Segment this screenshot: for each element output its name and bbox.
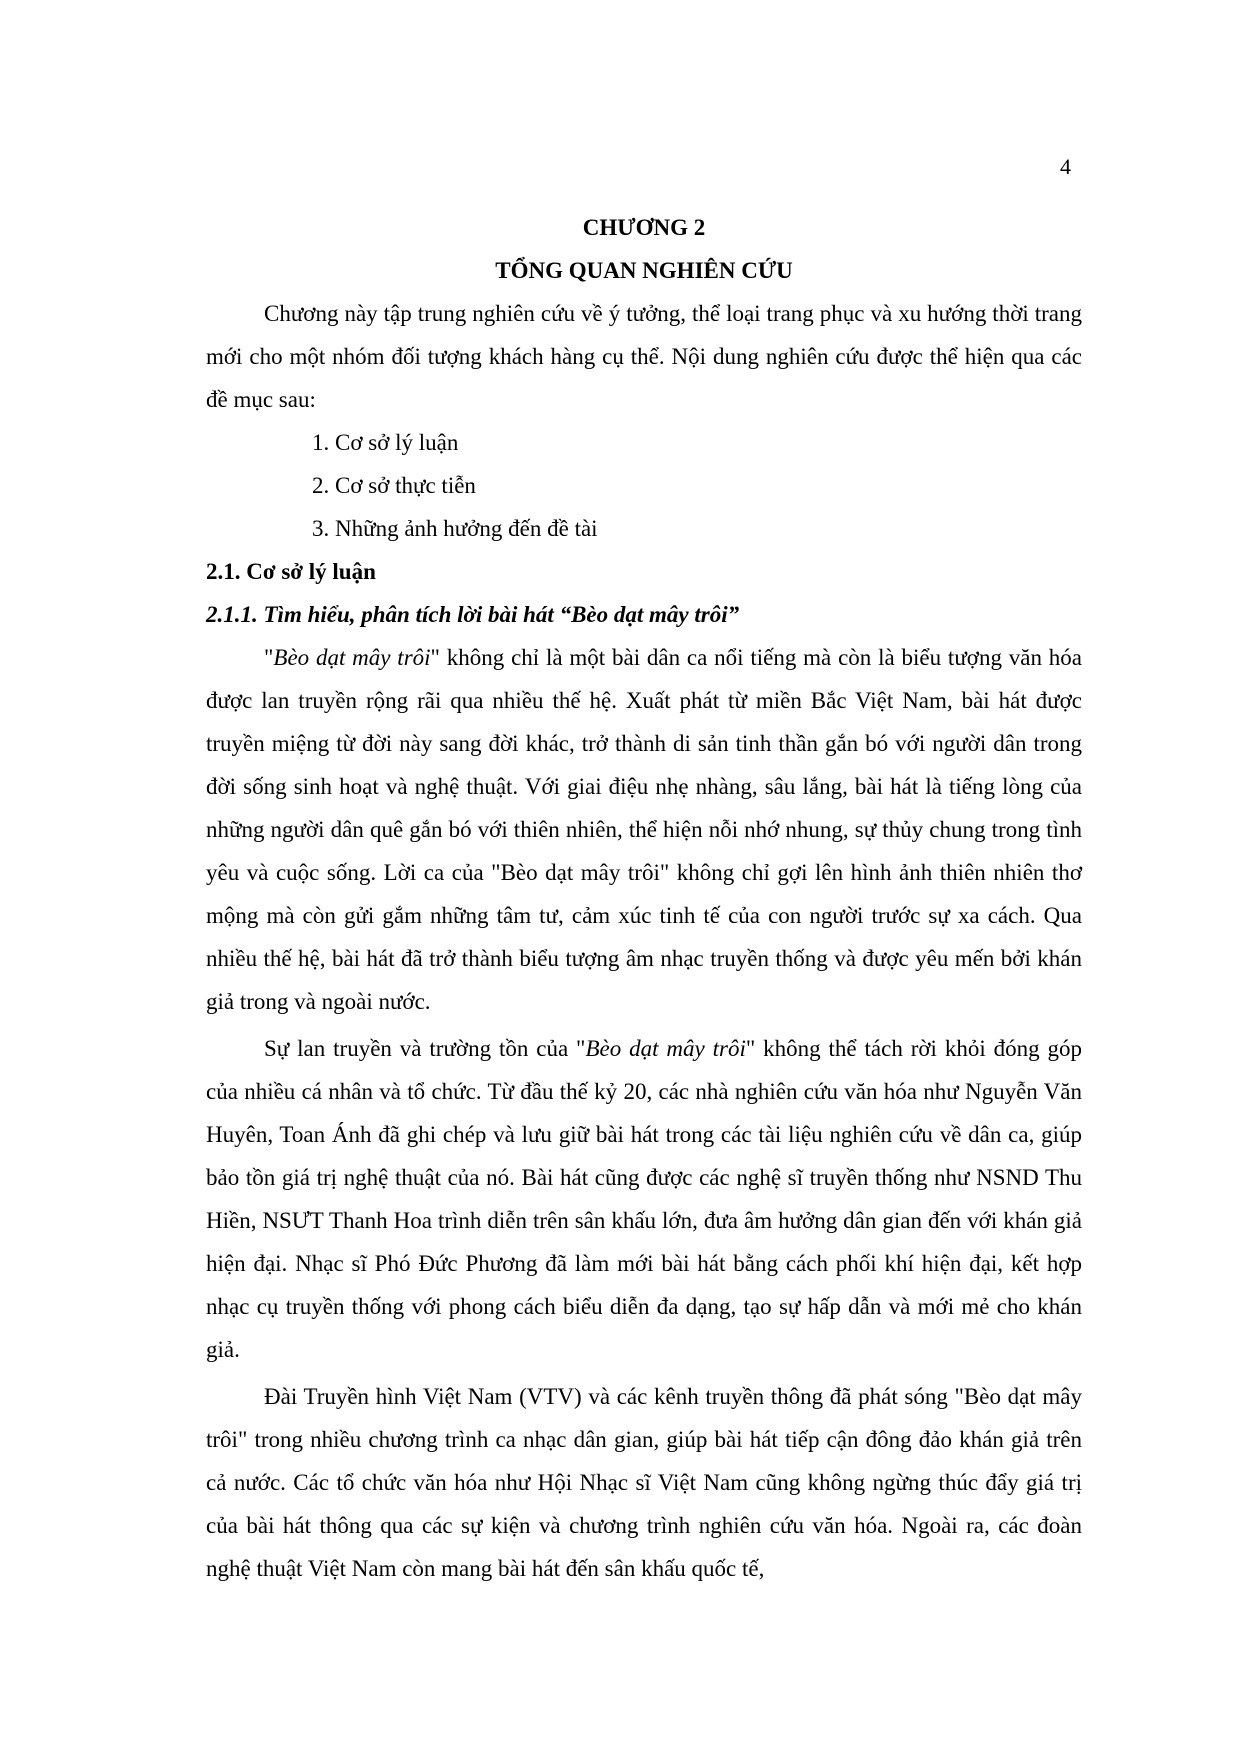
subsection-heading: 2.1.1. Tìm hiểu, phân tích lời bài hát “Bèo dạt mây trôi” — [206, 602, 740, 627]
song-title: Bèo dạt mây trôi — [273, 645, 431, 670]
page-number: 4 — [1060, 154, 1071, 179]
intro-paragraph: Chương này tập trung nghiên cứu về ý tưởng, thể loại trang phục và xu hướng thời trang mới cho một nhóm đối tượng khách hàng cụ thể. Nội dung nghiên cứu được thể hiện qua các đề mục sau: — [206, 301, 1082, 412]
paragraph-text: Sự lan truyền và trường tồn của " — [264, 1036, 586, 1061]
list-item-2: 2. Cơ sở thực tiễn — [312, 473, 476, 498]
body-paragraph-2 — [206, 1027, 1082, 1371]
chapter-title: TỔNG QUAN NGHIÊN CỨU — [495, 258, 793, 283]
paragraph-text: " không chỉ là một bài dân ca nổi tiếng mà còn là biểu tượng văn hóa được lan truyền rộng rãi qua nhiều thế hệ. Xuất phát từ miền Bắc Việt Nam, bài hát được truyền miệng từ đời này sang đời khác, trở thành di sản tinh thần gắn bó với người dân trong đời sống sinh hoạt và nghệ thuật. Với giai điệu nhẹ nhàng, sâu lắng, bài hát là tiếng lòng của những người dân quê gắn bó với thiên nhiên, thể hiện nỗi nhớ nhung, sự thủy chung trong tình yêu và cuộc sống. Lời ca của "Bèo dạt mây trôi" không chỉ gợi lên hình ảnh thiên nhiên thơ mộng mà còn gửi gắm những tâm tư, cảm xúc tinh tế của con người trước sự xa cách. Qua nhiều thế hệ, bài hát đã trở thành biểu tượng âm nhạc truyền thống và được yêu mến bởi khán giả trong và ngoài nước. — [206, 645, 1082, 1014]
song-title: Bèo dạt mây trôi — [585, 1036, 746, 1061]
chapter-label: CHƯƠNG 2 — [582, 215, 706, 240]
body-paragraph-3: Đài Truyền hình Việt Nam (VTV) và các kênh truyền thông đã phát sóng "Bèo dạt mây trôi" trong nhiều chương trình ca nhạc dân gian, giúp bài hát tiếp cận đông đảo khán giả trên cả nước. Các tổ chức văn hóa như Hội Nhạc sĩ Việt Nam cũng không ngừng thúc đẩy giá trị của bài hát thông qua các sự kiện và chương trình nghiên cứu văn hóa. Ngoài ra, các đoàn nghệ thuật Việt Nam còn mang bài hát đến sân khấu quốc tế, — [206, 1384, 1082, 1581]
paragraph-text: " không thể tách rời khỏi đóng góp của nhiều cá nhân và tổ chức. Từ đầu thế kỷ 20, các nhà nghiên cứu văn hóa như Nguyễn Văn Huyên, Toan Ánh đã ghi chép và lưu giữ bài hát trong các tài liệu nghiên cứu về dân ca, giúp bảo tồn giá trị nghệ thuật của nó. Bài hát cũng được các nghệ sĩ truyền thống như NSND Thu Hiền, NSƯT Thanh Hoa trình diễn trên sân khấu lớn, đưa âm hưởng dân gian đến với khán giả hiện đại. Nhạc sĩ Phó Đức Phương đã làm mới bài hát bằng cách phối khí hiện đại, kết hợp nhạc cụ truyền thống với phong cách biểu diễn đa dạng, tạo sự hấp dẫn và mới mẻ cho khán giả. — [206, 1036, 1082, 1362]
list-item-3: 3. Những ảnh hưởng đến đề tài — [312, 516, 598, 541]
page-content — [206, 206, 1082, 1590]
section-heading: 2.1. Cơ sở lý luận — [206, 559, 376, 584]
list-item-1: 1. Cơ sở lý luận — [312, 430, 459, 455]
body-paragraph-1 — [206, 636, 1082, 1023]
quote-open: " — [264, 645, 274, 670]
